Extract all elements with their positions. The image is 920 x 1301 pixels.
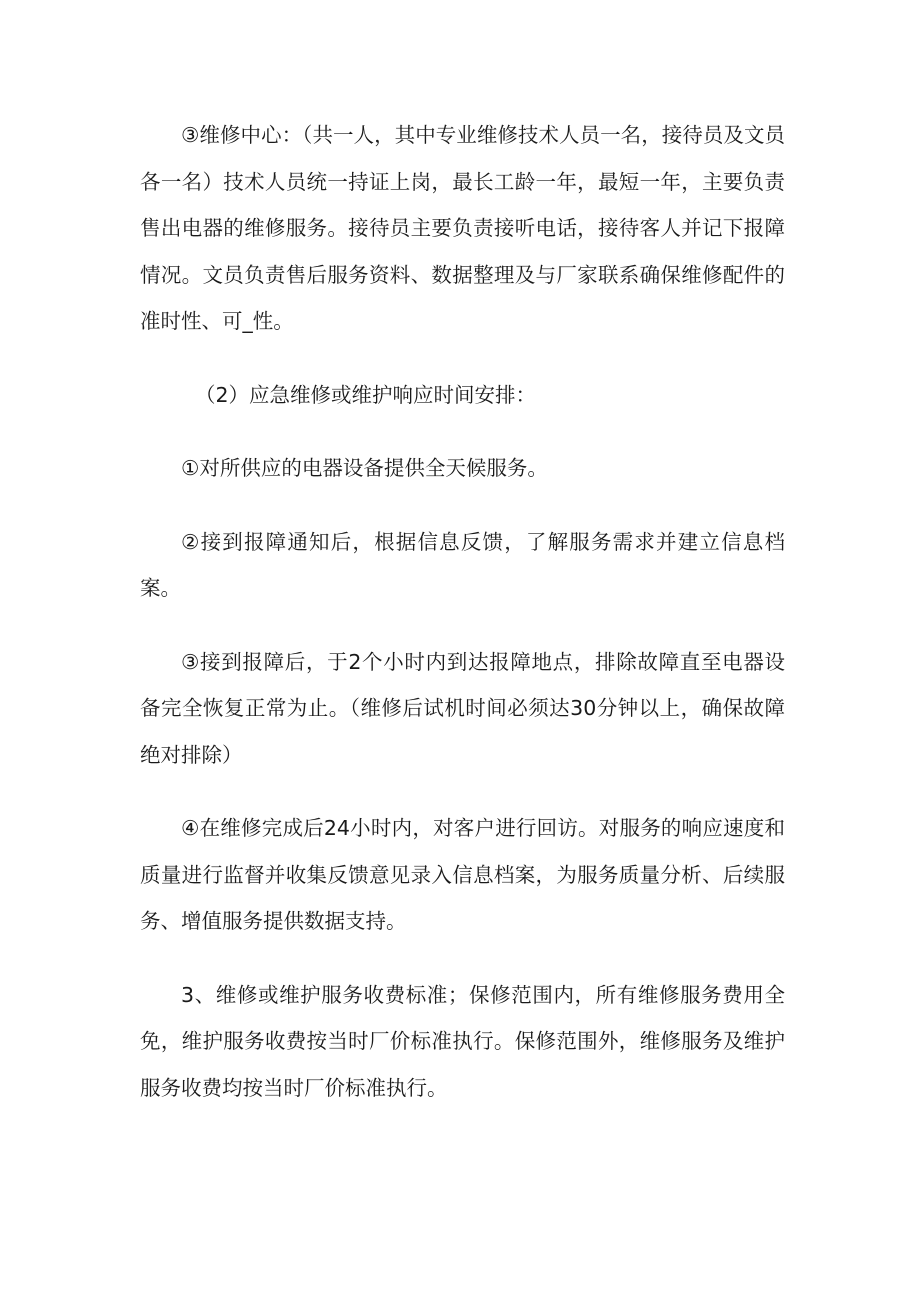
paragraph-response-time-heading: （2）应急维修或维护响应时间安排： xyxy=(195,382,537,407)
paragraph-service-item-3: ③接到报障后，于2个小时内到达报障地点，排除故障直至电器设备完全恢复正常为止。（维修后试机时间必须达30分钟以上，确保故障绝对排除） xyxy=(140,649,785,767)
paragraph-maintenance-center: ③维修中心：（共一人，其中专业维修技术人员一名，接待员及文员各一名）技术人员统一持证上岗，最长工龄一年，最短一年，主要负责售出电器的维修服务。接待员主要负责接听电话，接待客人并记下报障情况。文员负责售后服务资料、数据整理及与厂家联系确保维修配件的准时性、可_性。 xyxy=(140,123,785,333)
paragraph-service-item-4: ④在维修完成后24小时内，对客户进行回访。对服务的响应速度和质量进行监督并收集反馈意见录入信息档案，为服务质量分析、后续服务、增值服务提供数据支持。 xyxy=(140,816,785,933)
paragraph-service-item-2: ②接到报障通知后，根据信息反馈，了解服务需求并建立信息档案。 xyxy=(140,529,785,600)
document-body xyxy=(140,112,785,1138)
paragraph-service-item-1: ①对所供应的电器设备提供全天候服务。 xyxy=(181,456,548,480)
paragraph-fee-standard: 3、维修或维护服务收费标准；保修范围内，所有维修服务费用全免，维护服务收费按当时厂价标准执行。保修范围外，维修服务及维护服务收费均按当时厂价标准执行。 xyxy=(140,982,785,1100)
